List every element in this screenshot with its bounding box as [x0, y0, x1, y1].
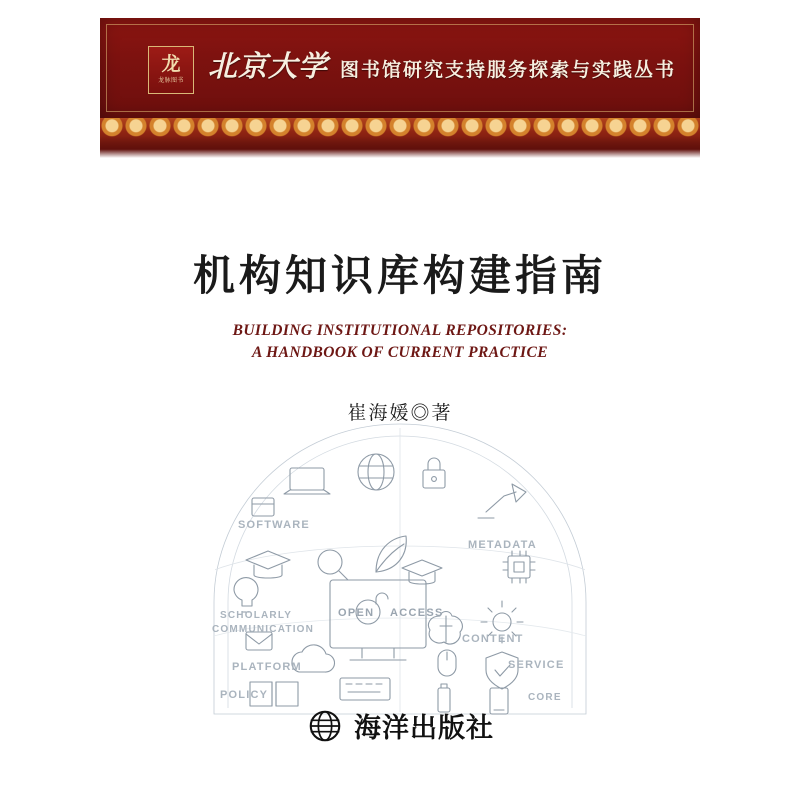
keyboard-icon — [340, 678, 390, 700]
subtitle-english-line2: A HANDBOOK OF CURRENT PRACTICE — [252, 344, 548, 361]
graduation-cap-icon — [246, 551, 290, 578]
lock-icon — [423, 458, 445, 488]
banner-university-label: 北京大学 — [208, 51, 329, 83]
wordcloud-metadata: METADATA — [468, 539, 537, 551]
cover-illustration — [190, 420, 610, 720]
banner-series-label: 图书馆研究支持服务探索与实践丛书 — [340, 60, 677, 81]
logo-mark: 龙 — [161, 54, 181, 75]
wordcloud-communication: COMMUNICATION — [212, 624, 315, 635]
subtitle-english — [0, 320, 800, 364]
page-title: 机构知识库构建指南 — [192, 254, 607, 300]
publisher-name-label: 海洋出版社 — [354, 713, 494, 743]
logo-sub-label: 龙脉图书 — [158, 78, 184, 84]
wordcloud-platform: PLATFORM — [232, 661, 302, 673]
banner-title — [208, 44, 677, 92]
decorative-scallop-band — [100, 118, 700, 158]
globe-icon — [358, 454, 394, 490]
wordcloud-service: SERVICE — [508, 659, 565, 671]
wordcloud-policy: POLICY — [220, 689, 269, 701]
access-label: ACCESS — [390, 607, 444, 619]
title-block — [0, 252, 800, 425]
publisher-logo — [148, 46, 194, 94]
leaf-icon — [376, 536, 406, 572]
scallop-fade — [100, 136, 700, 158]
cover-top-banner — [100, 18, 700, 118]
lightbulb-icon — [234, 578, 258, 612]
laptop-icon — [284, 468, 330, 494]
wordcloud-core: CORE — [528, 692, 562, 703]
lamp-icon — [478, 484, 526, 518]
open-access-label: OPEN — [338, 607, 375, 619]
publisher-globe-icon — [306, 707, 344, 745]
wordcloud-software: SOFTWARE — [238, 519, 310, 531]
subtitle-english-line1: BUILDING INSTITUTIONAL REPOSITORIES: — [232, 322, 568, 339]
publisher-block — [0, 706, 800, 745]
wordcloud-content: CONTENT — [462, 633, 524, 645]
magnifier-icon — [318, 550, 348, 580]
author-label: 崔海媛◎著 — [347, 403, 453, 424]
monitor-icon — [330, 580, 426, 660]
wordcloud-scholarly: SCHOLARLY — [220, 610, 293, 621]
mouse-icon — [438, 650, 456, 676]
